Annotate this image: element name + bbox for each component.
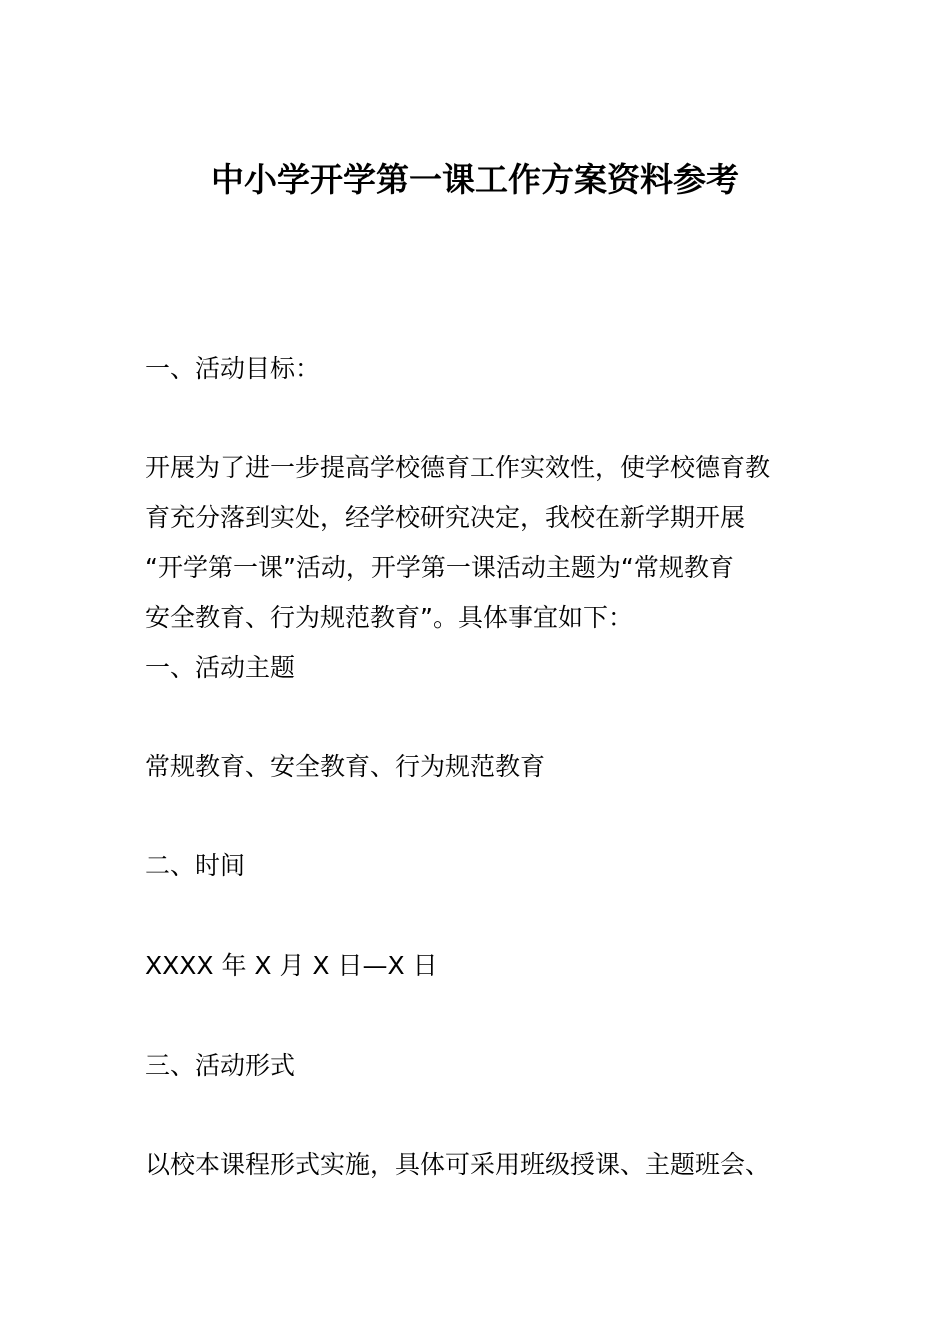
section-heading-goal: 一、活动目标： xyxy=(145,354,321,383)
goal-paragraph-line-4: 安全教育、行为规范教育”。具体事宜如下： xyxy=(145,603,633,632)
section-heading-form: 三、活动形式 xyxy=(145,1051,296,1080)
page-title: 中小学开学第一课工作方案资料参考 xyxy=(211,160,739,199)
section-heading-theme: 一、活动主题 xyxy=(145,653,296,682)
goal-paragraph-line-2: 育充分落到实处，经学校研究决定，我校在新学期开展 xyxy=(145,503,746,532)
goal-paragraph-line-1: 开展为了进一步提高学校德育工作实效性，使学校德育教 xyxy=(145,453,771,482)
section-heading-time: 二、时间 xyxy=(145,851,246,880)
time-text: XXXX 年 X 月 X 日—X 日 xyxy=(145,951,438,980)
theme-text: 常规教育、安全教育、行为规范教育 xyxy=(145,752,546,781)
form-text: 以校本课程形式实施，具体可采用班级授课、主题班会、 xyxy=(145,1150,771,1179)
goal-paragraph-line-3: “开学第一课”活动，开学第一课活动主题为“常规教育 xyxy=(145,553,734,582)
